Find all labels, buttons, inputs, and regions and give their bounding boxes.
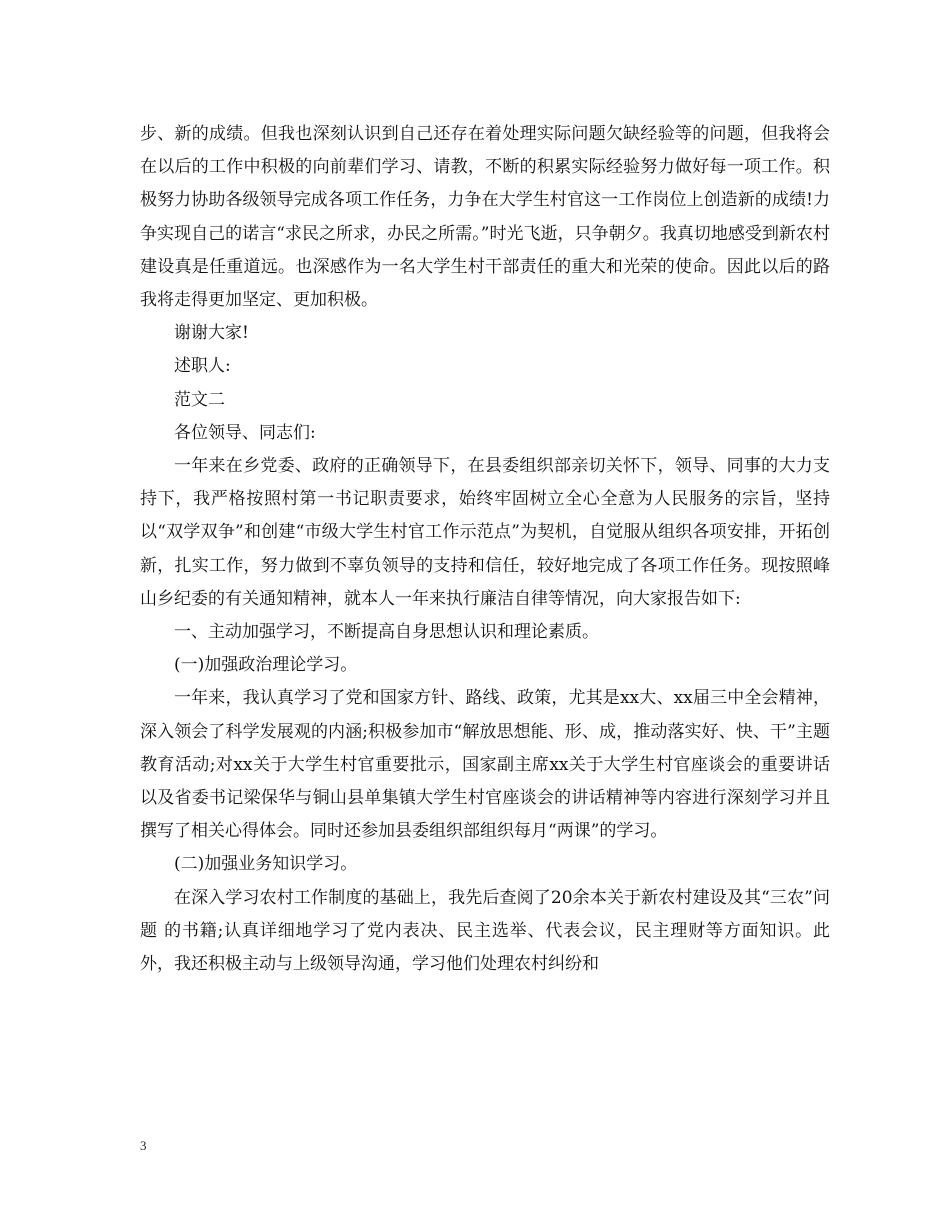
body-paragraph: 一、主动加强学习，不断提高自身思想认识和理论素质。 [174,622,599,643]
body-paragraph: (二)加强业务知识学习。 [174,854,358,875]
body-paragraph: 述职人: [174,356,231,377]
body-paragraph: (一)加强政治理论学习。 [174,655,358,676]
body-paragraph: 范文二 [174,389,225,410]
document-body [140,118,830,981]
body-paragraph: 步、新的成绩。但我也深刻认识到自己还存在着处理实际问题欠缺经验等的问题，但我将会在以后的工作中积极的向前辈们学习、请教，不断的积累实际经验努力做好每一项工作。积极努力协助各级领导完成各项工作任务，力争在大学生村官这一工作岗位上创造新的成绩!力争实现自己的诺言“求民之所求，办民之所需。”时光飞逝，只争朝夕。我真切地感受到新农村建设真是任重道远。也深感作为一名大学生村干部责任的重大和光荣的使命。因此以后的路我将走得更加坚定、更加积极。 [140,124,830,311]
body-paragraph: 各位领导、同志们: [174,422,316,443]
body-paragraph: 谢谢大家! [174,323,249,344]
body-paragraph: 在深入学习农村工作制度的基础上，我先后查阅了20余本关于新农村建设及其“三农”问题 的书籍;认真详细地学习了党内表决、民主选举、代表会议，民主理财等方面知识。此外，我还积极主动与上级领导沟通，学习他们处理农村纠纷和 [140,887,830,975]
body-paragraph: 一年来在乡党委、政府的正确领导下，在县委组织部亲切关怀下，领导、同事的大力支持下，我严格按照村第一书记职责要求，始终牢固树立全心全意为人民服务的宗旨，坚持以“双学双争”和创建“市级大学生村官工作示范点”为契机，自觉服从组织各项安排，开拓创新，扎实工作，努力做到不辜负领导的支持和信任，较好地完成了各项工作任务。现按照峰山乡纪委的有关通知精神，就本人一年来执行廉洁自律等情况，向大家报告如下: [140,456,830,609]
page-number: 3 [140,1138,147,1153]
body-paragraph: 一年来，我认真学习了党和国家方针、路线、政策，尤其是xx大、xx届三中全会精神，深入领会了科学发展观的内涵;积极参加市“解放思想能、形、成，推动落实好、快、干”主题教育活动;对xx关于大学生村官重要批示，国家副主席xx关于大学生村官座谈会的重要讲话以及省委书记梁保华与铜山县单集镇大学生村官座谈会的讲话精神等内容进行深刻学习并且撰写了相关心得体会。同时还参加县委组织部组织每月“两课”的学习。 [140,688,830,842]
